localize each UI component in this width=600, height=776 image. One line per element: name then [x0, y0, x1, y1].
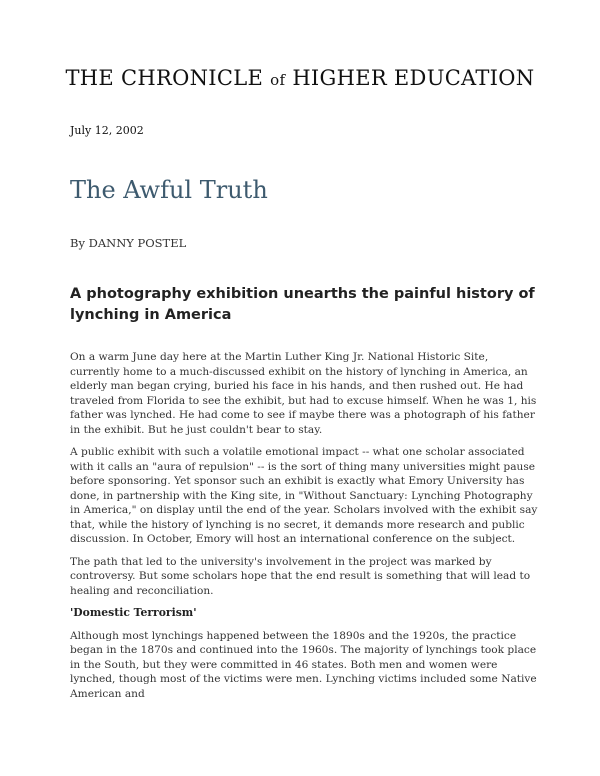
article-body: [70, 350, 540, 709]
article-deck: A photography exhibition unearths the painful history of lynching in America: [70, 286, 535, 323]
section-subhead: 'Domestic Terrorism': [70, 606, 197, 619]
article-byline: By DANNY POSTEL: [70, 236, 187, 250]
article-date: July 12, 2002: [70, 124, 144, 137]
masthead-logo: [0, 66, 600, 90]
article-title: The Awful Truth: [70, 176, 268, 204]
body-paragraph: A public exhibit with such a volatile emotional impact -- what one scholar associated with it calls an "aura of repulsion" -- is the sort of thing many universities might pause before sponsoring. Yet sponsor such an exhibit is exactly what Emory University has done, in partnership with the King site, in "Without Sanctuary: Lynching Photography in America," on display until the end of the year. Scholars involved with the exhibit say that, while the history of lynching is no secret, it demands more research and public discussion. In October, Emory will host an international conference on the subject.: [70, 446, 538, 545]
masthead-of: of: [270, 71, 286, 89]
masthead-part3: HIGHER EDUCATION: [292, 66, 535, 90]
body-paragraph: Although most lynchings happened between the 1890s and the 1920s, the practice began in the 1870s and continued into the 1960s. The majority of lynchings took place in the South, but they were committed in 46 states. Both men and women were lynched, though most of the victims were men. Lynching victims included some Native American and: [70, 629, 537, 700]
masthead-part1: THE CHRONICLE: [65, 66, 264, 90]
body-paragraph: On a warm June day here at the Martin Luther King Jr. National Historic Site, currently home to a much-discussed exhibit on the history of lynching in America, an elderly man began crying, buried his face in his hands, and then rushed out. He had traveled from Florida to see the exhibit, but had to excuse himself. When he was 1, his father was lynched. He had come to see if maybe there was a photograph of his father in the exhibit. But he just couldn't bear to stay.: [70, 351, 537, 436]
body-paragraph: The path that led to the university's involvement in the project was marked by controversy. But some scholars hope that the end result is something that will lead to healing and reconciliation.: [70, 555, 531, 597]
